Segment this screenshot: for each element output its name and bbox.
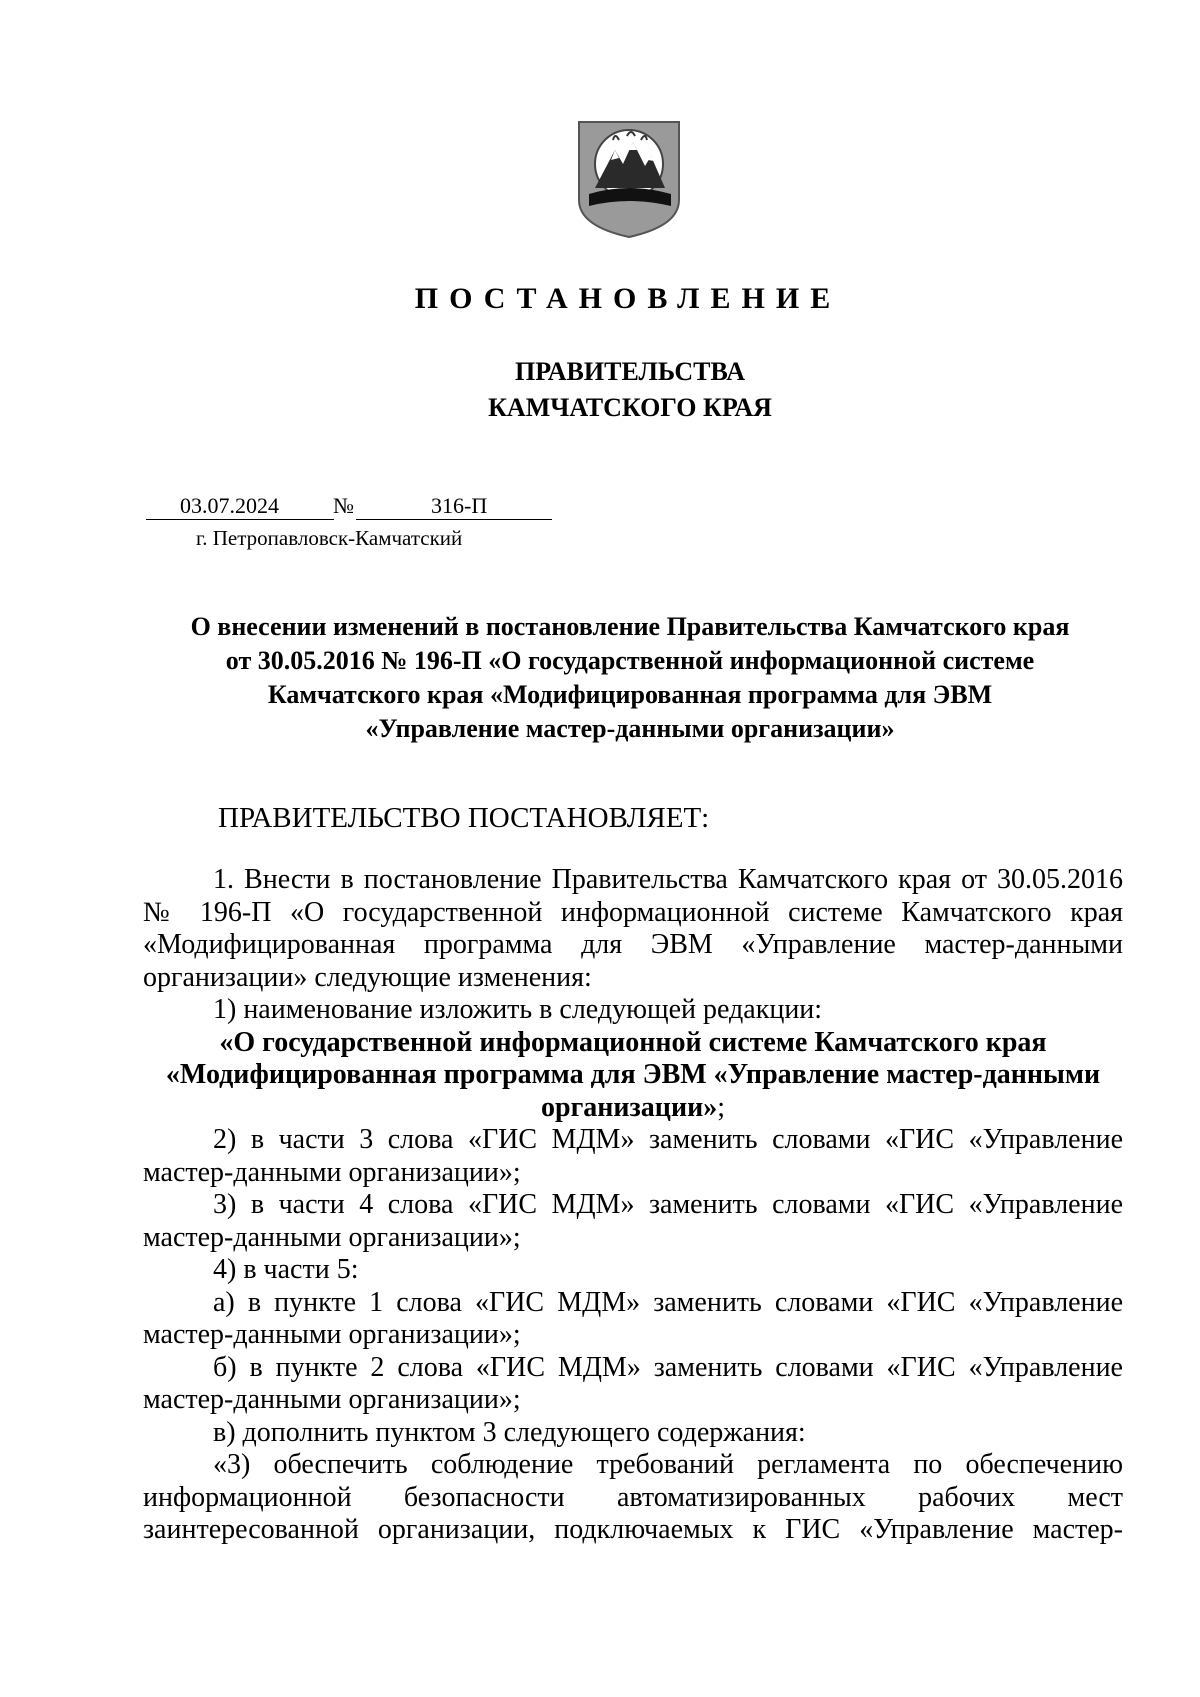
resolution-order-line: ПРАВИТЕЛЬСТВО ПОСТАНОВЛЯЕТ: bbox=[218, 802, 710, 834]
number-sign: № bbox=[333, 493, 354, 518]
new-title-tail: ; bbox=[717, 1091, 725, 1123]
issuer-line: КАМЧАТСКОГО КРАЯ bbox=[488, 393, 772, 422]
kamchatka-coat-of-arms-icon bbox=[575, 114, 683, 240]
heading-line: от 30.05.2016 № 196-П «О государственной информационной системе bbox=[225, 646, 1035, 675]
paragraph: 1. Внести в постановление Правительства Камчатского края от 30.05.2016 № 196-П «О государственной информационной системе Камчатского края «Модифицированная программа для ЭВМ «Управление мастер-данными организации» следующие изменения: bbox=[143, 864, 1123, 993]
issuer-line: ПРАВИТЕЛЬСТВА bbox=[515, 357, 745, 386]
number-underline bbox=[356, 519, 552, 520]
document-city: г. Петропавловск-Камчатский bbox=[196, 526, 463, 550]
heading-line: Камчатского края «Модифицированная программа для ЭВМ bbox=[267, 680, 993, 709]
paragraph: 1) наименование изложить в следующей редакции: bbox=[213, 994, 823, 1025]
paragraph-new-title bbox=[143, 1027, 1123, 1125]
paragraph: «3) обеспечить соблюдение требований регламента по обеспечению информационной безопасности автоматизированных рабочих мест заинтересованной организации, подключаемых к ГИС «Управление мастер- bbox=[143, 1449, 1123, 1545]
paragraph: 4) в части 5: bbox=[213, 1254, 359, 1285]
document-body bbox=[143, 864, 1123, 1547]
date-underline bbox=[146, 519, 334, 520]
document-heading bbox=[130, 610, 1130, 746]
paragraph: 2) в части 3 слова «ГИС МДМ» заменить словами «ГИС «Управление мастер-данными организации»; bbox=[143, 1124, 1123, 1188]
heading-line: «Управление мастер-данными организации» bbox=[365, 714, 895, 743]
paragraph: в) дополнить пунктом 3 следующего содержания: bbox=[213, 1416, 806, 1448]
issuer-name bbox=[0, 354, 1200, 426]
document-type-title: ПОСТАНОВЛЕНИЕ bbox=[414, 282, 842, 315]
paragraph: б) в пункте 2 слова «ГИС МДМ» заменить словами «ГИС «Управление мастер-данными организации»; bbox=[143, 1351, 1123, 1415]
paragraph: 3) в части 4 слова «ГИС МДМ» заменить словами «ГИС «Управление мастер-данными организации»; bbox=[143, 1189, 1123, 1253]
new-title-text: «О государственной информационной системе Камчатского края «Модифицированная программа для ЭВМ «Управление мастер-данными организации» bbox=[165, 1026, 1101, 1123]
document-number: 316-П bbox=[431, 493, 488, 518]
paragraph: а) в пункте 1 слова «ГИС МДМ» заменить словами «ГИС «Управление мастер-данными организации»; bbox=[143, 1286, 1123, 1350]
heading-line: О внесении изменений в постановление Правительства Камчатского края bbox=[190, 612, 1070, 641]
document-date: 03.07.2024 bbox=[180, 493, 279, 518]
